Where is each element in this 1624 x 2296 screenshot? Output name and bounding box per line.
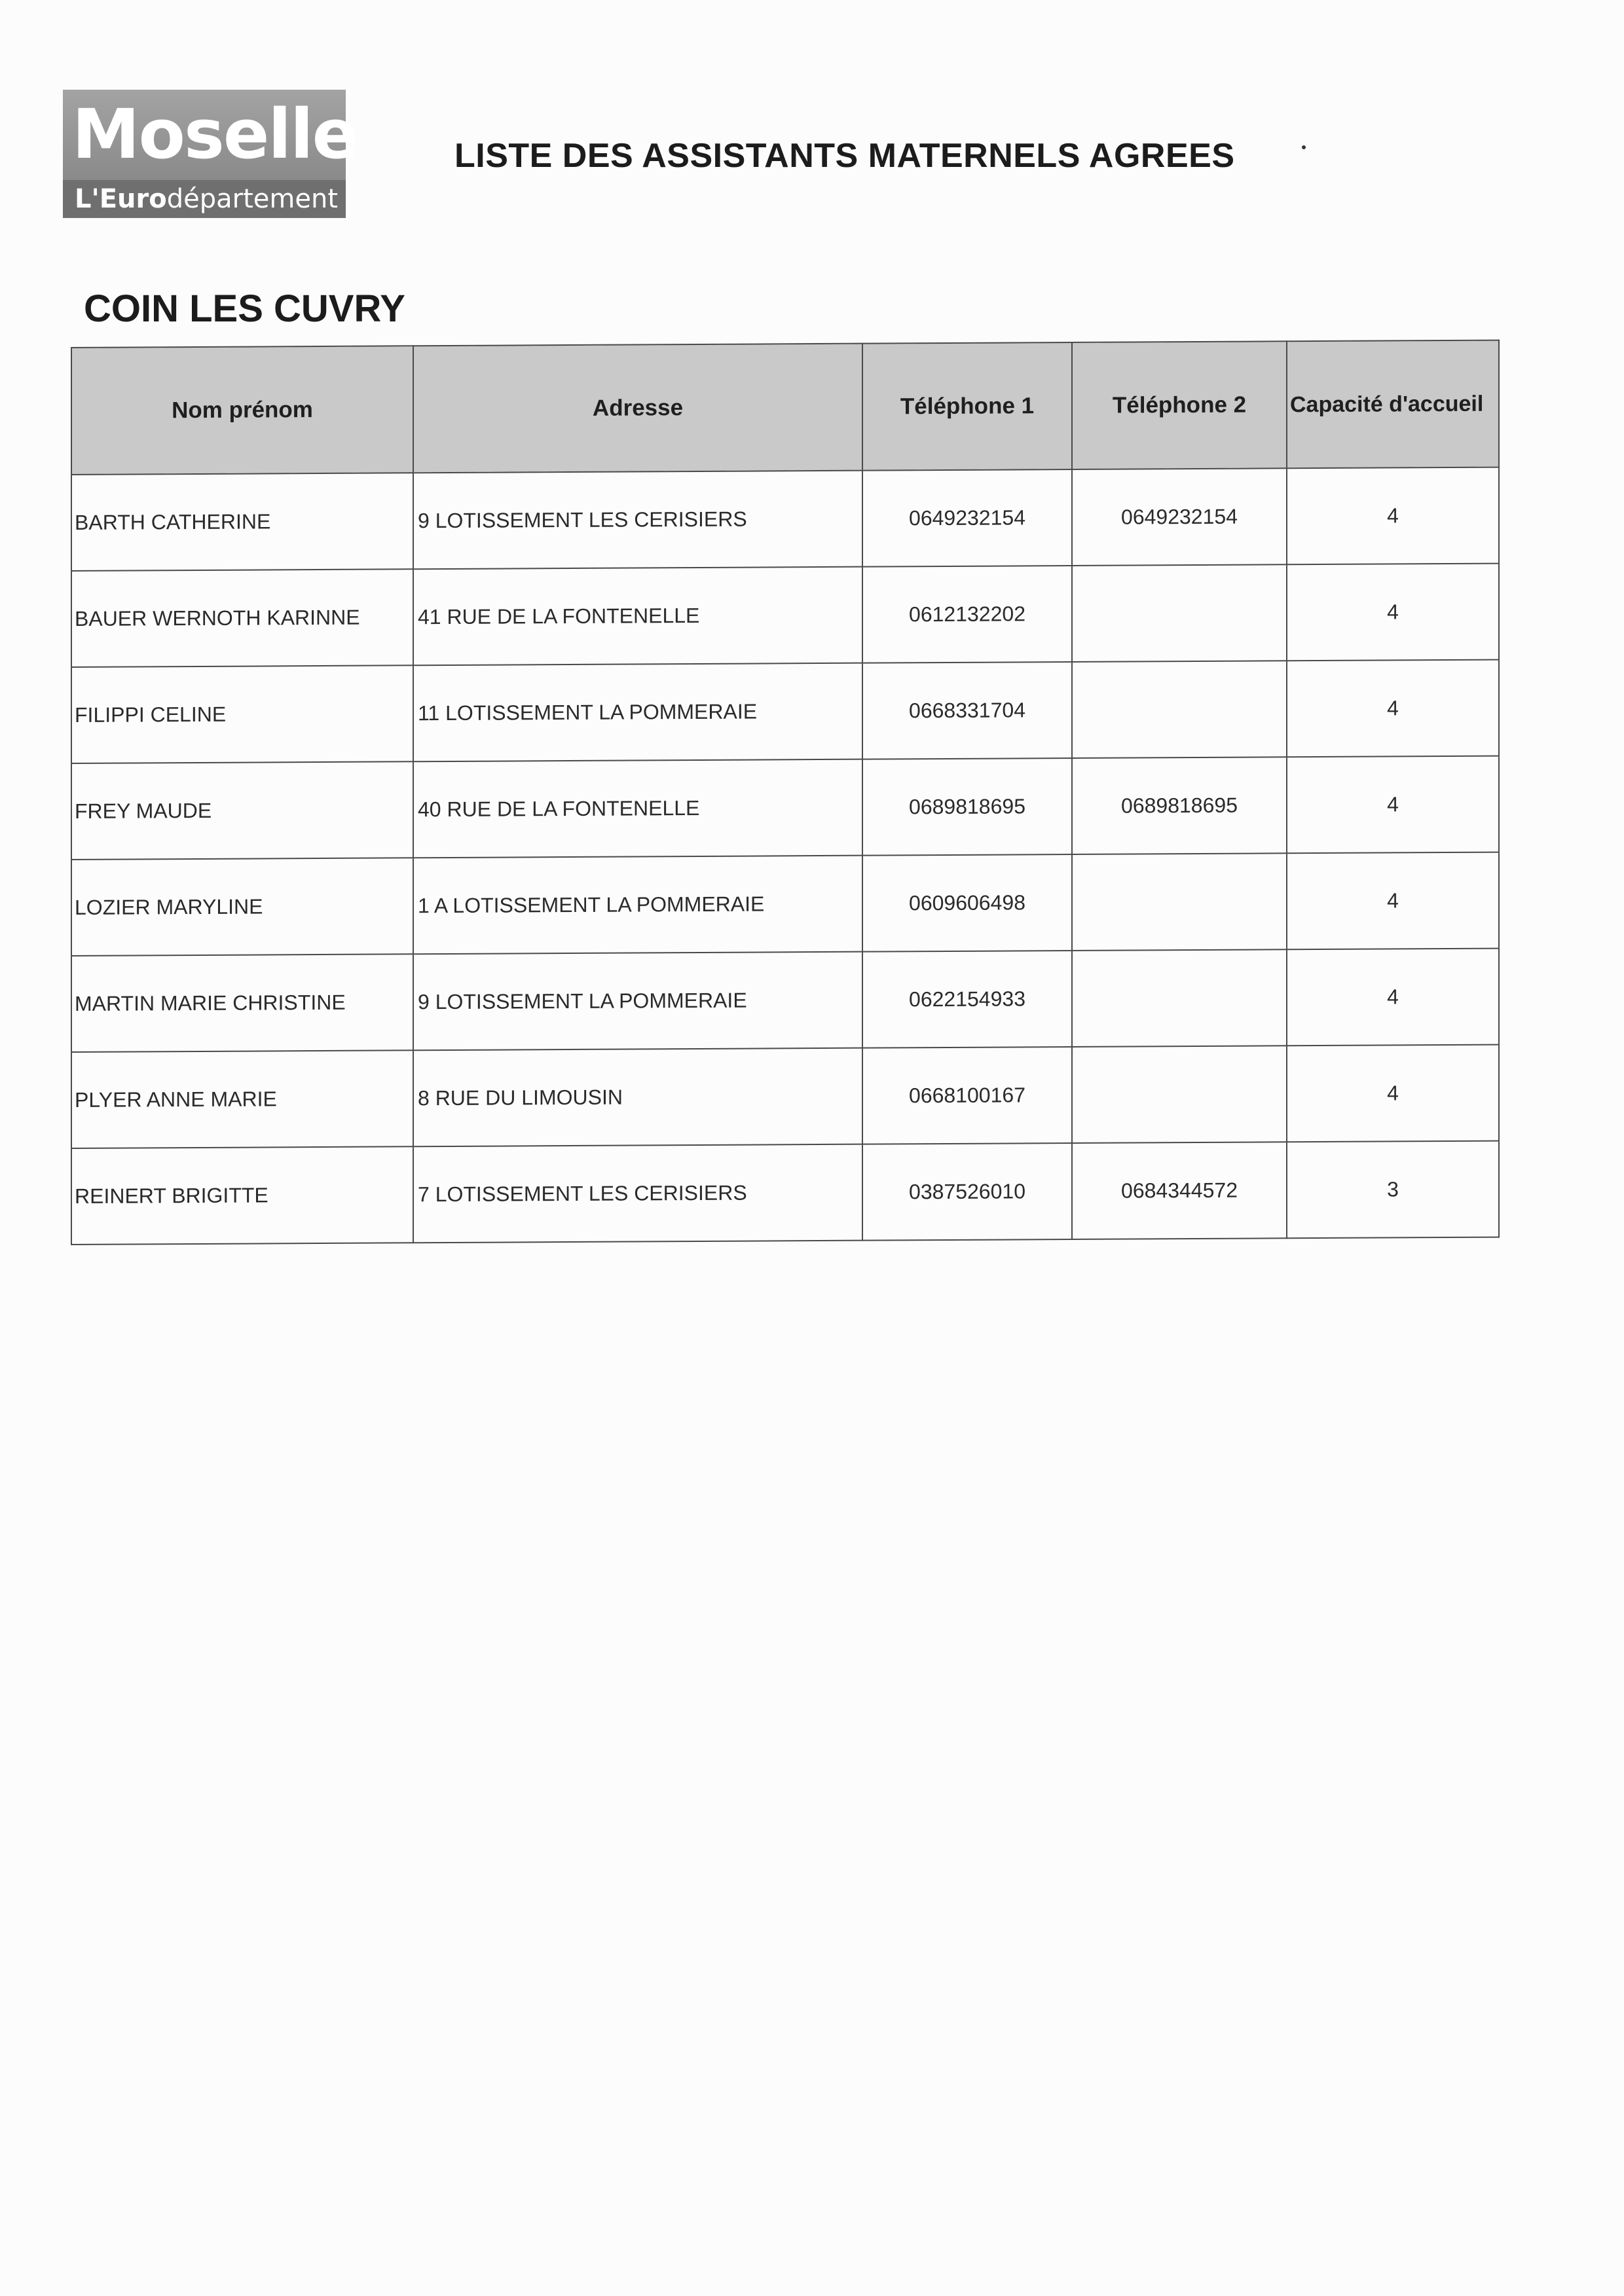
moselle-logo (63, 90, 358, 218)
table-row (71, 467, 1499, 571)
cell-address: 7 LOTISSEMENT LES CERISIERS (413, 1144, 862, 1243)
cell-address: 1 A LOTISSEMENT LA POMMERAIE (413, 856, 862, 955)
cell-capacity: 4 (1287, 949, 1499, 1046)
cell-phone2: 0689818695 (1072, 757, 1287, 854)
cell-phone1: 0387526010 (862, 1143, 1072, 1241)
cell-name: REINERT BRIGITTE (71, 1146, 413, 1245)
cell-phone1: 0668100167 (862, 1047, 1072, 1144)
header-address: Adresse (413, 344, 862, 473)
logo-tagline-bold: L'Euro (75, 184, 167, 214)
logo-tagline-rest: département (166, 184, 338, 214)
cell-phone2 (1072, 661, 1287, 758)
cell-phone2: 0684344572 (1072, 1142, 1287, 1239)
document-title: LISTE DES ASSISTANTS MATERNELS AGREES (454, 137, 1235, 175)
header-capacity: Capacité d'accueil (1287, 340, 1499, 469)
table-row (71, 660, 1499, 763)
cell-phone1: 0689818695 (862, 758, 1072, 856)
cell-address: 9 LOTISSEMENT LES CERISIERS (413, 471, 862, 570)
table-container (71, 340, 1498, 1245)
header-phone2: Téléphone 2 (1072, 341, 1287, 469)
cell-capacity: 3 (1287, 1141, 1499, 1239)
logo-bottom-band (63, 180, 346, 218)
logo-top-band (63, 90, 358, 180)
cell-capacity: 4 (1287, 756, 1499, 854)
cell-capacity: 4 (1287, 1045, 1499, 1142)
header-name: Nom prénom (71, 346, 413, 475)
cell-phone1: 0649232154 (862, 469, 1072, 567)
table-header-row (71, 340, 1499, 475)
logo-tagline (75, 183, 338, 215)
cell-capacity: 4 (1287, 852, 1499, 950)
cell-phone1: 0609606498 (862, 854, 1072, 952)
cell-address: 8 RUE DU LIMOUSIN (413, 1048, 862, 1147)
cell-phone2 (1072, 853, 1287, 951)
cell-phone1: 0622154933 (862, 951, 1072, 1048)
cell-name: FREY MAUDE (71, 761, 413, 860)
table-row (71, 564, 1499, 667)
cell-name: FILIPPI CELINE (71, 665, 413, 763)
stray-mark (1302, 145, 1306, 149)
cell-name: BAUER WERNOTH KARINNE (71, 569, 413, 667)
cell-phone2: 0649232154 (1072, 468, 1287, 566)
table-row (71, 756, 1499, 860)
cell-name: PLYER ANNE MARIE (71, 1050, 413, 1148)
cell-phone2 (1072, 564, 1287, 662)
table-row (71, 949, 1499, 1052)
cell-address: 9 LOTISSEMENT LA POMMERAIE (413, 952, 862, 1051)
assistants-table (71, 340, 1500, 1245)
commune-heading: COIN LES CUVRY (84, 287, 405, 330)
cell-phone1: 0612132202 (862, 566, 1072, 663)
cell-name: BARTH CATHERINE (71, 473, 413, 571)
cell-address: 41 RUE DE LA FONTENELLE (413, 567, 862, 666)
cell-phone1: 0668331704 (862, 662, 1072, 759)
cell-name: MARTIN MARIE CHRISTINE (71, 954, 413, 1052)
table-row (71, 1141, 1499, 1245)
cell-phone2 (1072, 1046, 1287, 1143)
header-phone1: Téléphone 1 (862, 342, 1072, 471)
cell-capacity: 4 (1287, 467, 1499, 565)
cell-phone2 (1072, 949, 1287, 1047)
cell-address: 40 RUE DE LA FONTENELLE (413, 759, 862, 858)
cell-capacity: 4 (1287, 660, 1499, 757)
cell-name: LOZIER MARYLINE (71, 858, 413, 956)
table-row (71, 1045, 1499, 1148)
logo-name: Moselle (72, 94, 358, 174)
table-row (71, 852, 1499, 956)
cell-address: 11 LOTISSEMENT LA POMMERAIE (413, 663, 862, 762)
cell-capacity: 4 (1287, 564, 1499, 661)
